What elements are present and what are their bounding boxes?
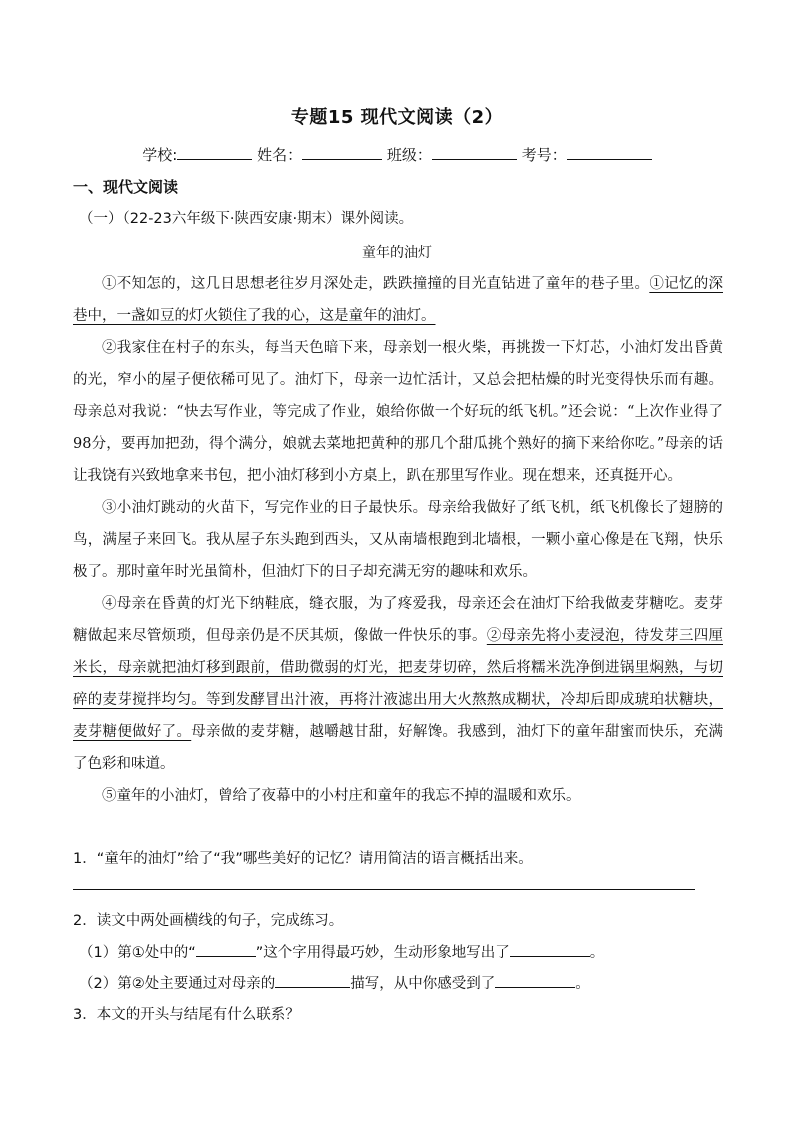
exam-no-label: 考号： xyxy=(521,146,567,164)
section-intro: （一）（22-23六年级下·陕西安康·期末）课外阅读。 xyxy=(79,211,414,227)
paragraph-1 xyxy=(73,268,723,332)
name-field[interactable] xyxy=(302,145,382,160)
question-2-1-text-b: ”这个字用得最巧妙，生动形象地写出了 xyxy=(255,945,510,961)
question-2-2-text-a: （2）第②处主要通过对母亲的 xyxy=(79,976,276,992)
exam-no-field[interactable] xyxy=(567,145,652,160)
question-2-2 xyxy=(79,972,590,993)
passage-title: 童年的油灯 xyxy=(362,245,432,261)
student-info-fields xyxy=(0,144,794,165)
class-label: 班级： xyxy=(386,146,432,164)
school-field[interactable] xyxy=(177,145,252,160)
question-1: 1．“童年的油灯”给了“我”哪些美好的记忆？请用简洁的语言概括出来。 xyxy=(73,851,533,867)
name-label: 姓名： xyxy=(257,146,303,164)
question-2: 2．读文中两处画横线的句子，完成练习。 xyxy=(73,913,344,929)
question-2-2-blank-2[interactable] xyxy=(495,973,575,988)
section-heading: 一、现代文阅读 xyxy=(73,178,179,196)
paragraph-1-text: ①不知怎的，这几日思想老往岁月深处走，跌跌撞撞的目光直钻进了童年的巷子里。 xyxy=(102,276,650,292)
question-2-1-text-c: 。 xyxy=(589,945,605,961)
question-1-answer-line[interactable] xyxy=(73,889,695,890)
paragraph-4 xyxy=(73,588,723,780)
class-field[interactable] xyxy=(432,145,517,160)
paragraph-4-text-b: 母亲做的麦芽糖，越嚼越甘甜，好解馋。我感到，油灯下的童年甜蜜而快乐，充满了色彩和味道。 xyxy=(73,724,723,772)
paragraph-3: ③小油灯跳动的火苗下，写完作业的日子最快乐。母亲给我做好了纸飞机，纸飞机像长了翅膀的鸟，满屋子来回飞。我从屋子东头跑到西头，又从南墙根跑到北墙根，一颗小童心像是在飞翔，快乐极了。那时童年时光虽简朴，但油灯下的日子却充满无穷的趣味和欢乐。 xyxy=(73,500,723,580)
question-2-1-blank-2[interactable] xyxy=(510,942,590,957)
question-2-1-text-a: （1）第①处中的“ xyxy=(79,945,196,961)
question-2-2-text-b: 描写，从中你感受到了 xyxy=(350,976,496,992)
question-2-2-blank-1[interactable] xyxy=(275,973,350,988)
question-2-2-text-c: 。 xyxy=(575,976,590,992)
paragraph-2: ②我家住在村子的东头，每当天色暗下来，母亲划一根火柴，再挑拨一下灯芯，小油灯发出昏黄的光，窄小的屋子便依稀可见了。油灯下，母亲一边忙活计，又总会把枯燥的时光变得快乐而有趣。母亲总对我说：“快去写作业，等完成了作业，娘给你做一个好玩的纸飞机。”还会说：“上次作业得了98分，要再加把劲，得个满分，娘就去菜地把黄种的那几个甜瓜挑个熟好的摘下来给你吃。”母亲的话让我饶有兴致地拿来书包，把小油灯移到小方桌上，趴在那里写作业。现在想来，还真挺开心。 xyxy=(73,340,723,484)
question-3: 3．本文的开头与结尾有什么联系？ xyxy=(73,1007,300,1023)
question-2-1 xyxy=(79,941,604,962)
passage-body xyxy=(73,268,723,812)
paragraph-4-text-a: ④母亲在昏黄的灯光下纳鞋底，缝衣服，为了疼爱我，母亲还会在油灯下给我做麦芽糖吃。麦芽糖做起来尽管烦琐，但母亲仍是不厌其烦，像做一件快乐的事。 xyxy=(73,596,723,644)
school-label: 学校: xyxy=(142,146,178,164)
paragraph-5: ⑤童年的小油灯，曾给了夜幕中的小村庄和童年的我忘不掉的温暖和欢乐。 xyxy=(102,788,581,804)
underlined-sentence-1: ①记忆的深巷中，一盏如豆的灯火锁住了我的心，这是童年的油灯。 xyxy=(73,276,723,324)
question-2-1-blank-1[interactable] xyxy=(196,942,256,957)
page-title: 专题15 现代文阅读（2） xyxy=(290,107,504,128)
underlined-sentence-2: ②母亲先将小麦浸泡，待发芽三四厘米长，母亲就把油灯移到跟前，借助微弱的灯光，把麦芽切碎，然后将糯米洗净倒进锅里焖熟，与切碎的麦芽搅拌均匀。等到发酵冒出汁液，再将汁液滤出用大火熬熬成糊状，冷却后即成琥珀状糖块，麦芽糖便做好了。 xyxy=(73,628,723,740)
